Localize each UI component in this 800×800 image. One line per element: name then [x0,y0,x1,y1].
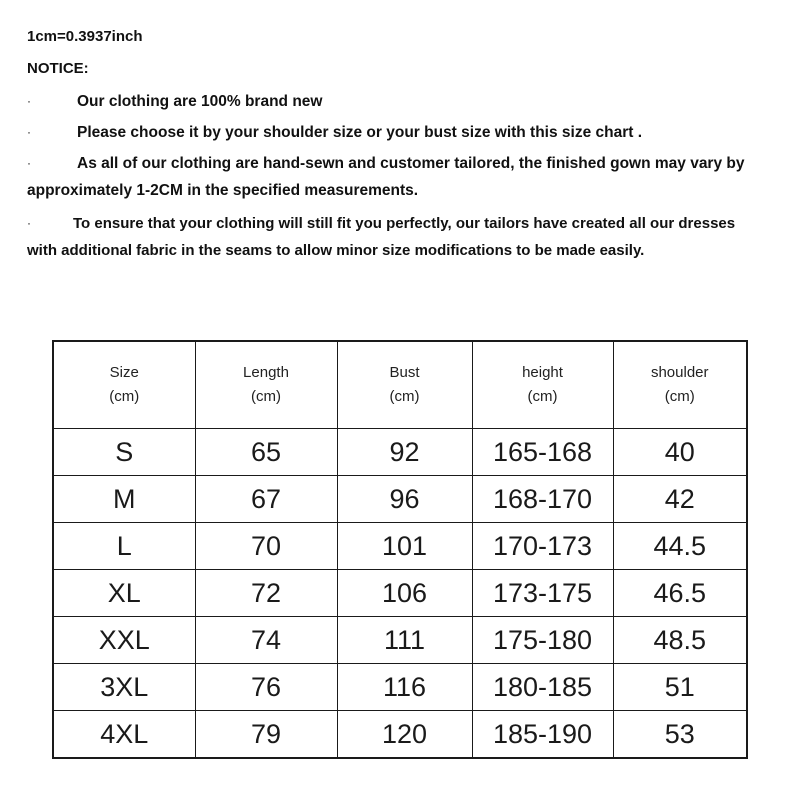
shoulder-cell: 53 [613,711,747,759]
size-cell: 4XL [53,711,195,759]
height-cell: 168-170 [472,476,613,523]
shoulder-cell: 48.5 [613,617,747,664]
table-row [53,476,747,523]
notice-item-text: To ensure that your clothing will still fit you perfectly, our tailors have created all our dresses with additional fabric in the seams to allow minor size modifications to be made easily. [27,215,736,259]
column-header-unit: (cm) [109,388,140,405]
height-cell: 173-175 [472,570,613,617]
notice-item-text: As all of our clothing are hand-sewn and customer tailored, the finished gown may vary by approximately 1-2CM in the specified measurements. [27,155,745,199]
length-cell: 72 [195,570,337,617]
column-header-shoulder [613,341,747,429]
column-header-unit: (cm) [664,388,695,405]
table-row [53,429,747,476]
length-cell: 76 [195,664,337,711]
table-row [53,570,747,617]
size-cell: 3XL [53,664,195,711]
notice-section [27,26,757,264]
column-header-height [472,341,613,429]
size-chart-table [52,340,748,759]
height-cell: 180-185 [472,664,613,711]
notice-title: NOTICE: [27,60,89,77]
length-cell: 74 [195,617,337,664]
bust-cell: 111 [337,617,472,664]
column-header-label: shoulder [650,364,709,381]
height-cell: 165-168 [472,429,613,476]
notice-item [27,88,757,115]
bullet-dot-icon: · [27,156,31,170]
shoulder-cell: 40 [613,429,747,476]
column-header-label: Bust [389,364,420,381]
length-cell: 65 [195,429,337,476]
column-header-label: Size [109,364,139,381]
bullet-dot-icon: · [27,94,31,108]
bust-cell: 101 [337,523,472,570]
bullet-dot-icon: · [27,216,31,230]
size-cell: XXL [53,617,195,664]
notice-item-text: Our clothing are 100% brand new [77,93,323,110]
table-row [53,711,747,759]
column-header-label: height [522,364,563,381]
shoulder-cell: 44.5 [613,523,747,570]
height-cell: 185-190 [472,711,613,759]
length-cell: 79 [195,711,337,759]
length-cell: 70 [195,523,337,570]
bust-cell: 120 [337,711,472,759]
size-cell: L [53,523,195,570]
column-header-length [195,341,337,429]
length-cell: 67 [195,476,337,523]
shoulder-cell: 46.5 [613,570,747,617]
notice-item [27,119,757,146]
bullet-dot-icon: · [27,125,31,139]
column-header-unit: (cm) [389,388,420,405]
column-header-label: Length [243,364,289,381]
notice-item-text: Please choose it by your shoulder size or your bust size with this size chart . [77,124,643,141]
shoulder-cell: 51 [613,664,747,711]
size-cell: S [53,429,195,476]
column-header-unit: (cm) [527,388,558,405]
bust-cell: 96 [337,476,472,523]
notice-item [27,210,757,264]
height-cell: 170-173 [472,523,613,570]
size-cell: XL [53,570,195,617]
table-row [53,523,747,570]
size-cell: M [53,476,195,523]
notice-item [27,150,757,204]
table-row [53,617,747,664]
column-header-unit: (cm) [251,388,281,405]
shoulder-cell: 42 [613,476,747,523]
unit-conversion-note: 1cm=0.3937inch [27,28,143,45]
height-cell: 175-180 [472,617,613,664]
bust-cell: 92 [337,429,472,476]
bust-cell: 106 [337,570,472,617]
bust-cell: 116 [337,664,472,711]
column-header-size [53,341,195,429]
table-row [53,664,747,711]
column-header-bust [337,341,472,429]
table-header-row [53,341,747,429]
